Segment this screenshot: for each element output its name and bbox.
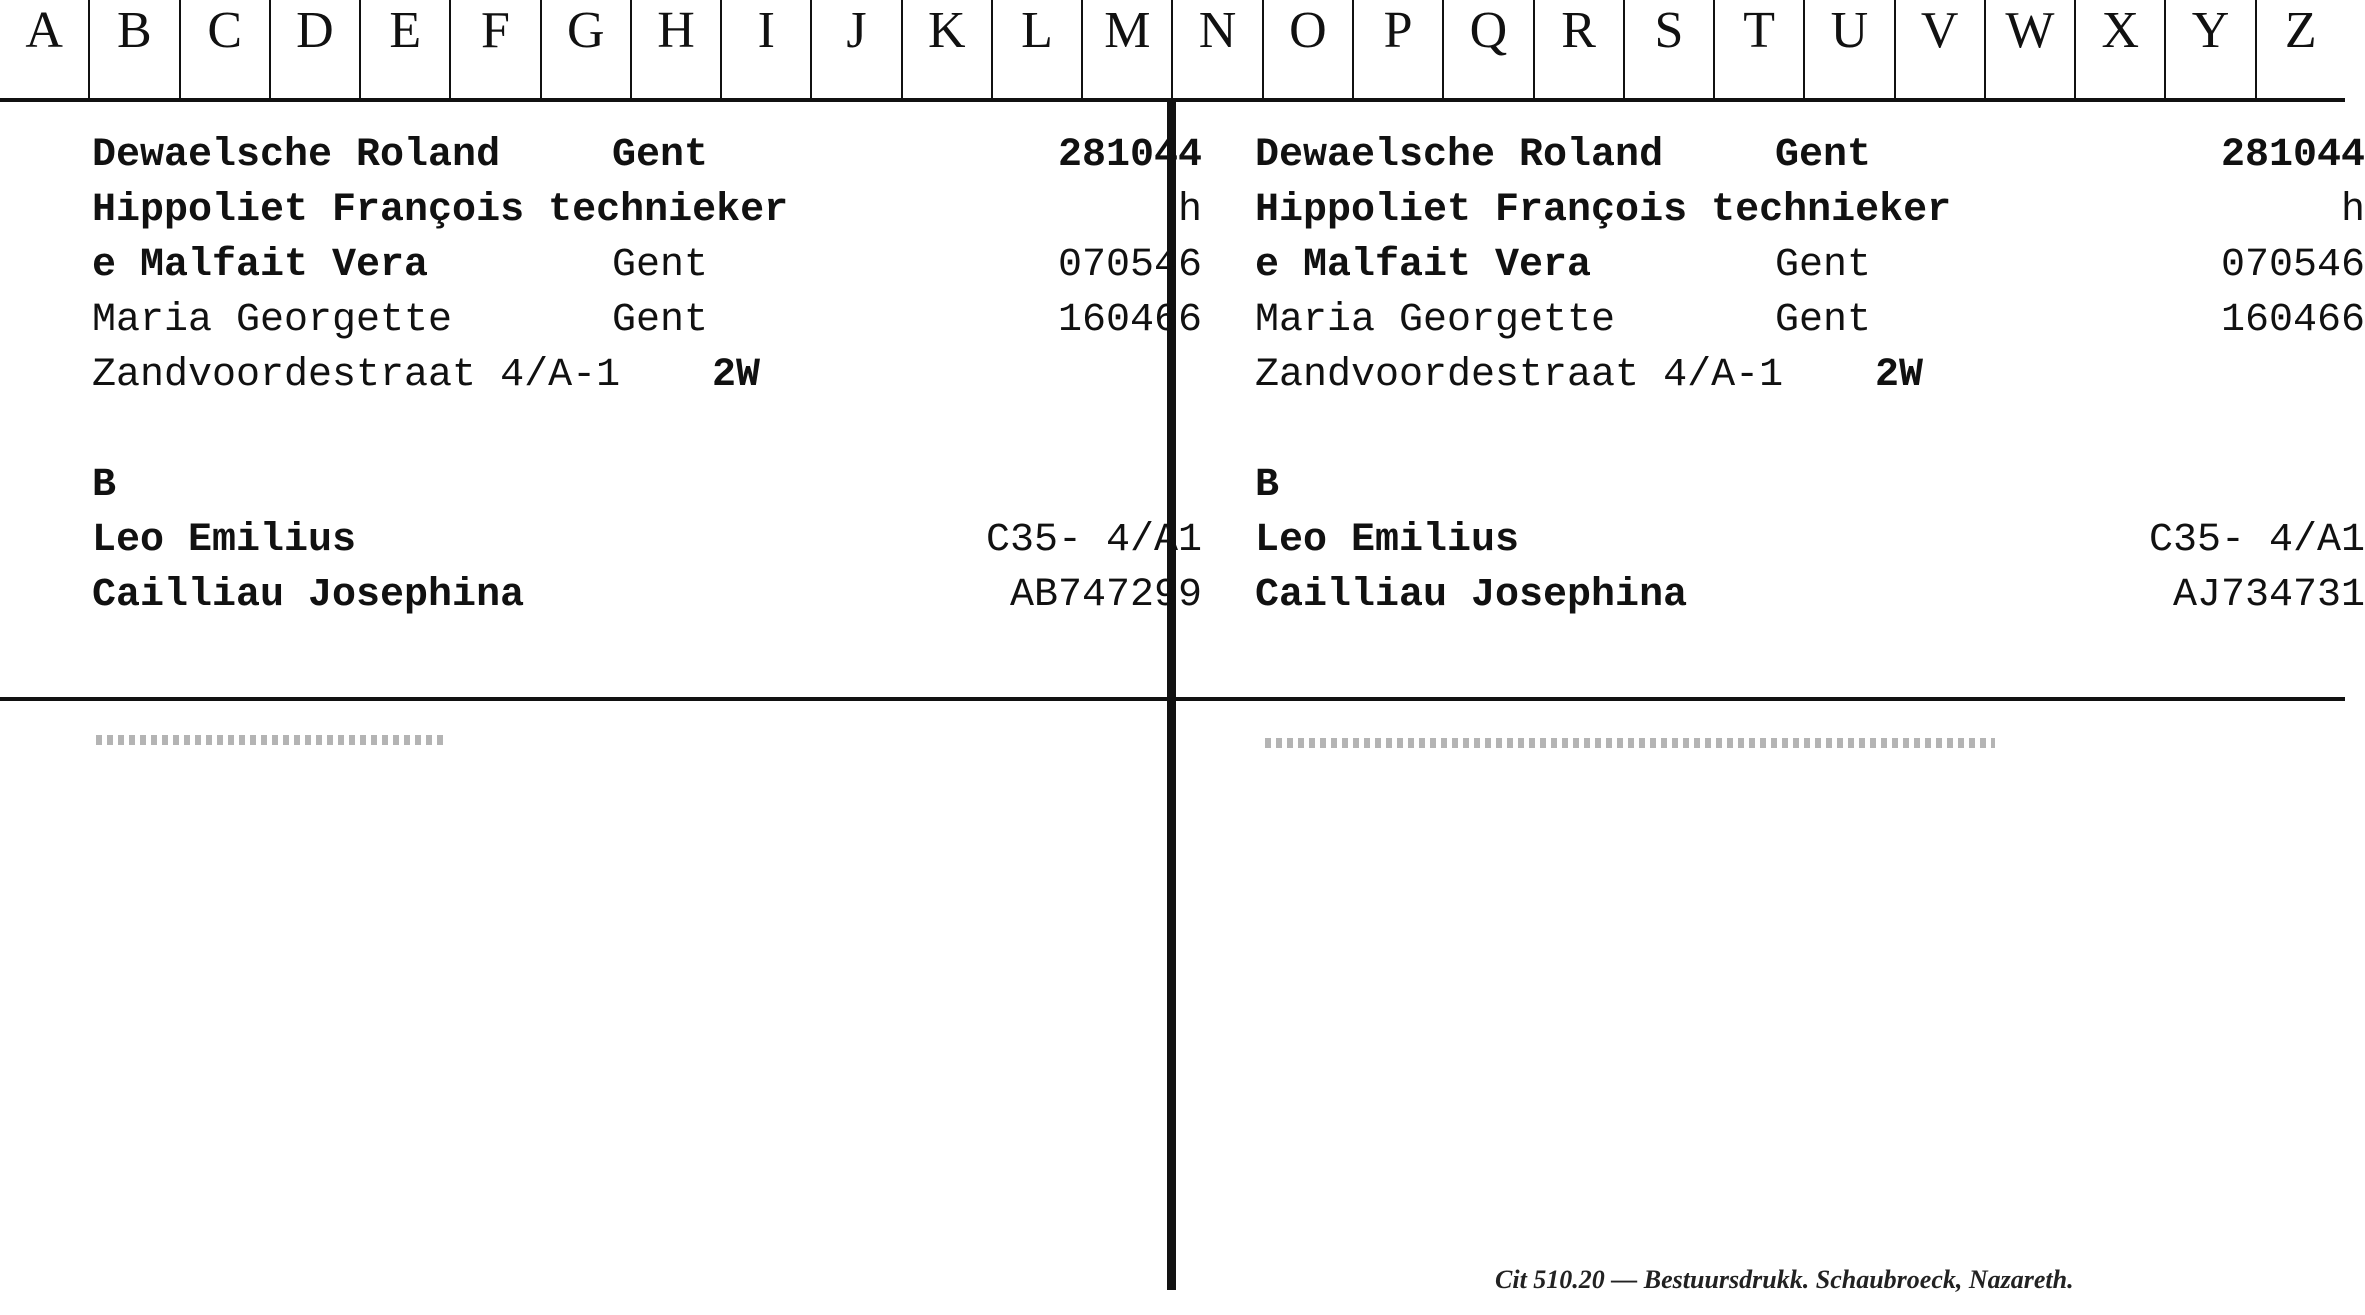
sex-marker: h xyxy=(2340,188,2365,233)
alphabet-letter-w: W xyxy=(1986,0,2076,98)
birthplace: Gent xyxy=(612,133,709,178)
alphabet-letter-r: R xyxy=(1535,0,1625,98)
alphabet-letter-k: K xyxy=(903,0,993,98)
child-code: C35- 4/A1 xyxy=(985,518,1202,563)
section-letter: B xyxy=(92,463,117,508)
scan-smudge xyxy=(1265,738,1995,748)
printer-imprint: Cit 510.20 — Bestuursdrukk. Schaubroeck, Nazareth. xyxy=(1495,1265,2074,1294)
alphabet-letter-i: I xyxy=(722,0,812,98)
birthplace: Gent xyxy=(1775,133,1872,178)
alphabet-letter-o: O xyxy=(1264,0,1354,98)
mother-name: Cailliau Josephina xyxy=(1255,573,1688,618)
spouse-birthplace: Gent xyxy=(612,243,709,288)
alphabet-letter-v: V xyxy=(1896,0,1986,98)
record-card-left xyxy=(92,128,1202,648)
alphabet-letter-s: S xyxy=(1625,0,1715,98)
spouse-name: e Malfait Vera xyxy=(92,243,429,288)
alphabet-letter-a: A xyxy=(0,0,90,98)
identity-card-number: AJ734731 xyxy=(2172,573,2365,618)
horizontal-divider xyxy=(0,697,2345,701)
spouse-birthdate: 070546 xyxy=(1057,243,1202,288)
sex-marker: h xyxy=(1177,188,1202,233)
alphabet-letter-l: L xyxy=(993,0,1083,98)
alphabet-letter-d: D xyxy=(271,0,361,98)
given-names-occupation: Hippoliet François technieker xyxy=(92,188,789,233)
alphabet-letter-g: G xyxy=(542,0,632,98)
address: Zandvoordestraat 4/A-1 xyxy=(92,353,621,398)
spouse-given-names: Maria Georgette xyxy=(1255,298,1616,343)
spouse-city: Gent xyxy=(1775,298,1872,343)
alphabet-letter-b: B xyxy=(90,0,180,98)
zone-code: 2W xyxy=(712,353,761,398)
alphabet-letter-q: Q xyxy=(1444,0,1534,98)
zone-code: 2W xyxy=(1875,353,1924,398)
given-names-occupation: Hippoliet François technieker xyxy=(1255,188,1952,233)
section-letter: B xyxy=(1255,463,1280,508)
birthdate: 281044 xyxy=(2220,133,2365,178)
spouse-birthdate: 070546 xyxy=(2220,243,2365,288)
spouse-date: 160466 xyxy=(2220,298,2365,343)
birthdate: 281044 xyxy=(1057,133,1202,178)
alphabet-letter-h: H xyxy=(632,0,722,98)
alphabet-letter-m: M xyxy=(1083,0,1173,98)
child-name: Leo Emilius xyxy=(92,518,357,563)
surname-firstname: Dewaelsche Roland xyxy=(92,133,501,178)
scan-smudge xyxy=(96,735,446,745)
alphabet-letter-c: C xyxy=(181,0,271,98)
identity-card-number: AB747299 xyxy=(1009,573,1202,618)
alphabet-letter-j: J xyxy=(812,0,902,98)
alphabet-letter-u: U xyxy=(1805,0,1895,98)
alphabet-letter-x: X xyxy=(2076,0,2166,98)
child-name: Leo Emilius xyxy=(1255,518,1520,563)
alphabet-letter-z: Z xyxy=(2284,2,2317,59)
spouse-date: 160466 xyxy=(1057,298,1202,343)
alphabet-letter-e: E xyxy=(361,0,451,98)
child-code: C35- 4/A1 xyxy=(2148,518,2365,563)
alphabet-letter-f: F xyxy=(451,0,541,98)
alphabet-letter-y: Y xyxy=(2166,0,2256,98)
alphabet-letter-p: P xyxy=(1354,0,1444,98)
mother-name: Cailliau Josephina xyxy=(92,573,525,618)
spouse-birthplace: Gent xyxy=(1775,243,1872,288)
surname-firstname: Dewaelsche Roland xyxy=(1255,133,1664,178)
spouse-given-names: Maria Georgette xyxy=(92,298,453,343)
spouse-name: e Malfait Vera xyxy=(1255,243,1592,288)
alphabet-letter-n: N xyxy=(1173,0,1263,98)
record-card-right xyxy=(1255,128,2365,648)
spouse-city: Gent xyxy=(612,298,709,343)
address: Zandvoordestraat 4/A-1 xyxy=(1255,353,1784,398)
alphabet-letter-t: T xyxy=(1715,0,1805,98)
alphabet-index-strip xyxy=(0,0,2345,102)
